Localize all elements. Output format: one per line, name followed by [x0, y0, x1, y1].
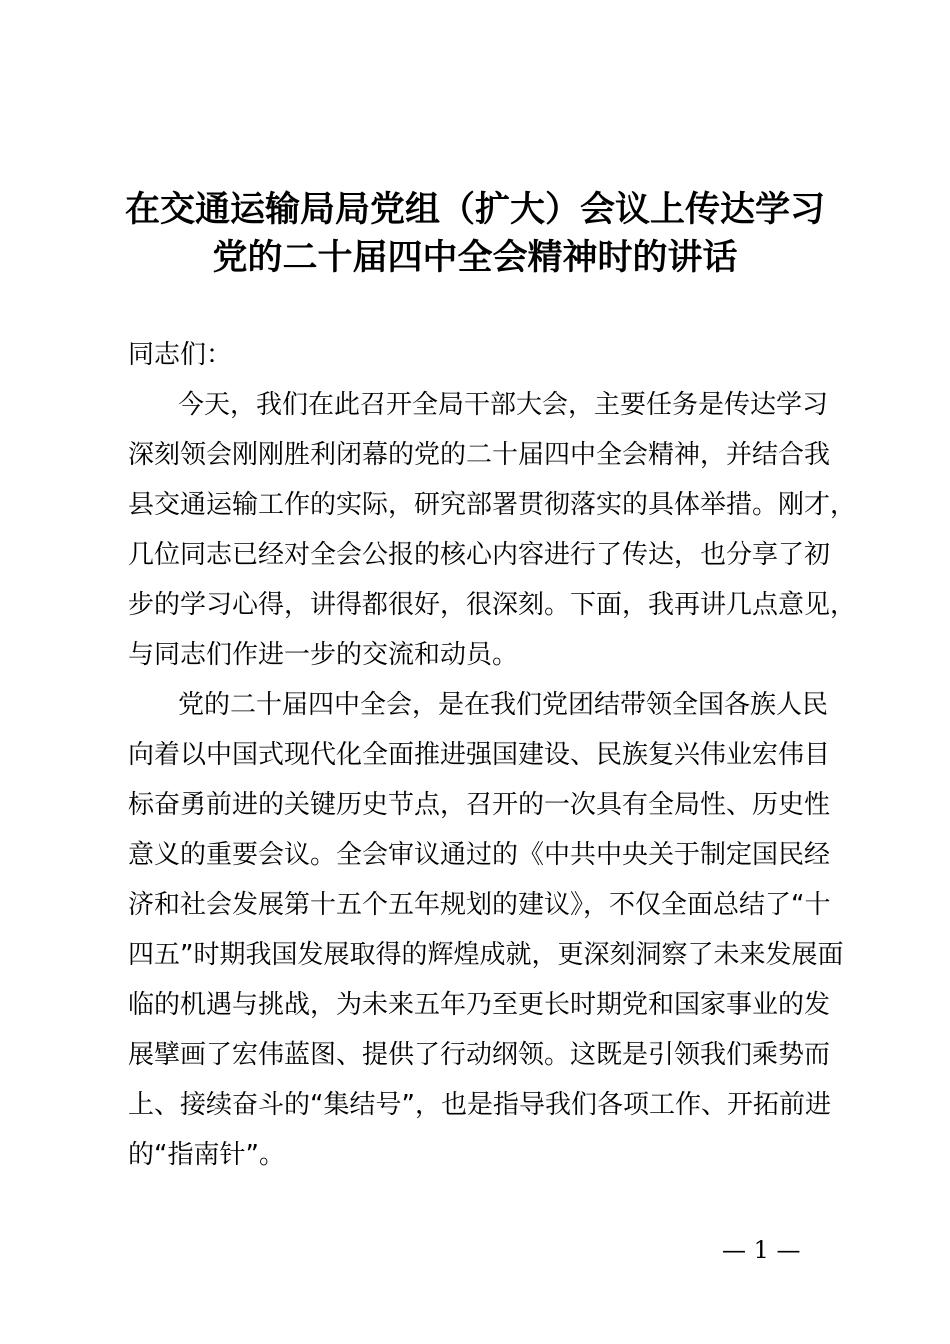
- paragraph-2-line: 济和社会发展第十五个五年规划的建议》，不仅全面总结了“十: [128, 890, 831, 920]
- paragraph-2-line: 意义的重要会议。全会审议通过的《中共中央关于制定国民经: [128, 840, 831, 870]
- document-title-line-2: 党的二十届四中全会精神时的讲话: [212, 238, 738, 278]
- paragraph-1-line: 步的学习心得，讲得都很好，很深刻。下面，我再讲几点意见，: [128, 590, 857, 620]
- paragraph-2-line: 向着以中国式现代化全面推进强国建设、民族复兴伟业宏伟目: [128, 740, 831, 770]
- paragraph-2-line: 展擘画了宏伟蓝图、提供了行动纲领。这既是引领我们乘势而: [128, 1040, 831, 1070]
- paragraph-2-line: 上、接续奋斗的“集结号”，也是指导我们各项工作、开拓前进: [128, 1090, 831, 1120]
- document-title-line-1: 在交通运输局局党组（扩大）会议上传达学习: [124, 190, 825, 230]
- paragraph-2-line: 的“指南针”。: [128, 1140, 285, 1170]
- paragraph-1-line: 今天，我们在此召开全局干部大会，主要任务是传达学习: [178, 390, 829, 420]
- paragraph-1-line: 几位同志已经对全会公报的核心内容进行了传达，也分享了初: [128, 540, 831, 570]
- paragraph-1-line: 深刻领会刚刚胜利闭幕的党的二十届四中全会精神，并结合我: [128, 440, 831, 470]
- salutation: 同志们：: [128, 340, 233, 370]
- paragraph-2-line: 标奋勇前进的关键历史节点，召开的一次具有全局性、历史性: [128, 790, 831, 820]
- page-number: — 1 —: [722, 1236, 801, 1264]
- paragraph-1-line: 县交通运输工作的实际，研究部署贯彻落实的具体举措。刚才，: [128, 490, 857, 520]
- paragraph-2-line: 临的机遇与挑战，为未来五年乃至更长时期党和国家事业的发: [128, 990, 831, 1020]
- paragraph-2-line: 四五”时期我国发展取得的辉煌成就，更深刻洞察了未来发展面: [128, 940, 844, 970]
- paragraph-1-line: 与同志们作进一步的交流和动员。: [128, 640, 519, 670]
- paragraph-2-line: 党的二十届四中全会，是在我们党团结带领全国各族人民: [178, 690, 829, 720]
